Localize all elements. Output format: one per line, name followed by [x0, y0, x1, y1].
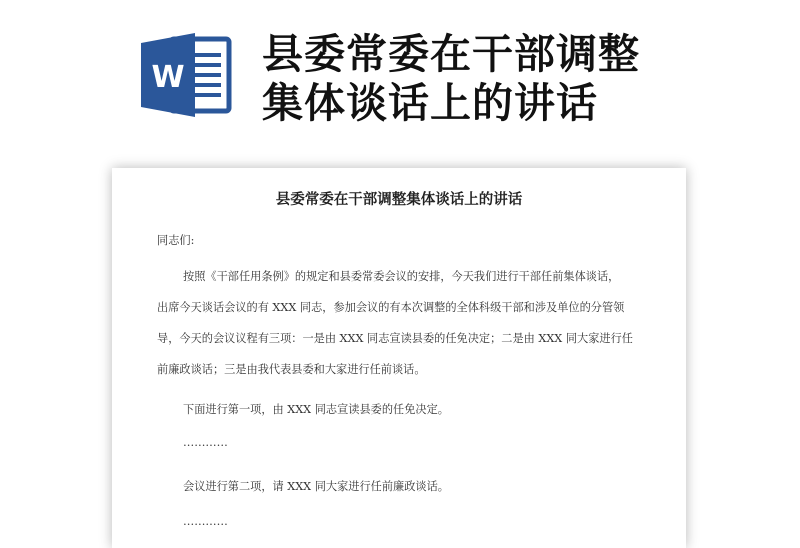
header [0, 0, 800, 150]
page-title [262, 30, 640, 128]
paragraph-1-line-2: 出席今天谈话会议的有 XXX 同志，参加会议的有本次调整的全体科级干部和涉及单位的分管领 [157, 301, 625, 314]
word-doc-icon [141, 33, 233, 117]
ellipsis-1: ………… [183, 436, 228, 449]
document-preview [112, 168, 686, 548]
word-icon-letter: W [151, 60, 185, 95]
paragraph-1-line-3: 导，今天的会议议程有三项：一是由 XXX 同志宣读县委的任免决定；二是由 XXX 同大家进行任 [157, 332, 633, 345]
paragraph-1-line-1: 按照《干部任用条例》的规定和县委常委会议的安排，今天我们进行干部任前集体谈话， [183, 270, 620, 283]
page-title-line-1: 县委常委在干部调整 [262, 30, 640, 78]
paragraph-3: 会议进行第二项，请 XXX 同大家进行任前廉政谈话。 [183, 480, 449, 493]
page-title-line-2: 集体谈话上的讲话 [262, 79, 598, 127]
paragraph-1-line-4: 前廉政谈话；三是由我代表县委和大家进行任前谈话。 [157, 363, 426, 376]
document-title: 县委常委在干部调整集体谈话上的讲话 [275, 191, 523, 208]
salutation: 同志们: [157, 234, 195, 247]
paragraph-2: 下面进行第一项，由 XXX 同志宣读县委的任免决定。 [183, 403, 449, 416]
ellipsis-2: ………… [183, 515, 228, 528]
